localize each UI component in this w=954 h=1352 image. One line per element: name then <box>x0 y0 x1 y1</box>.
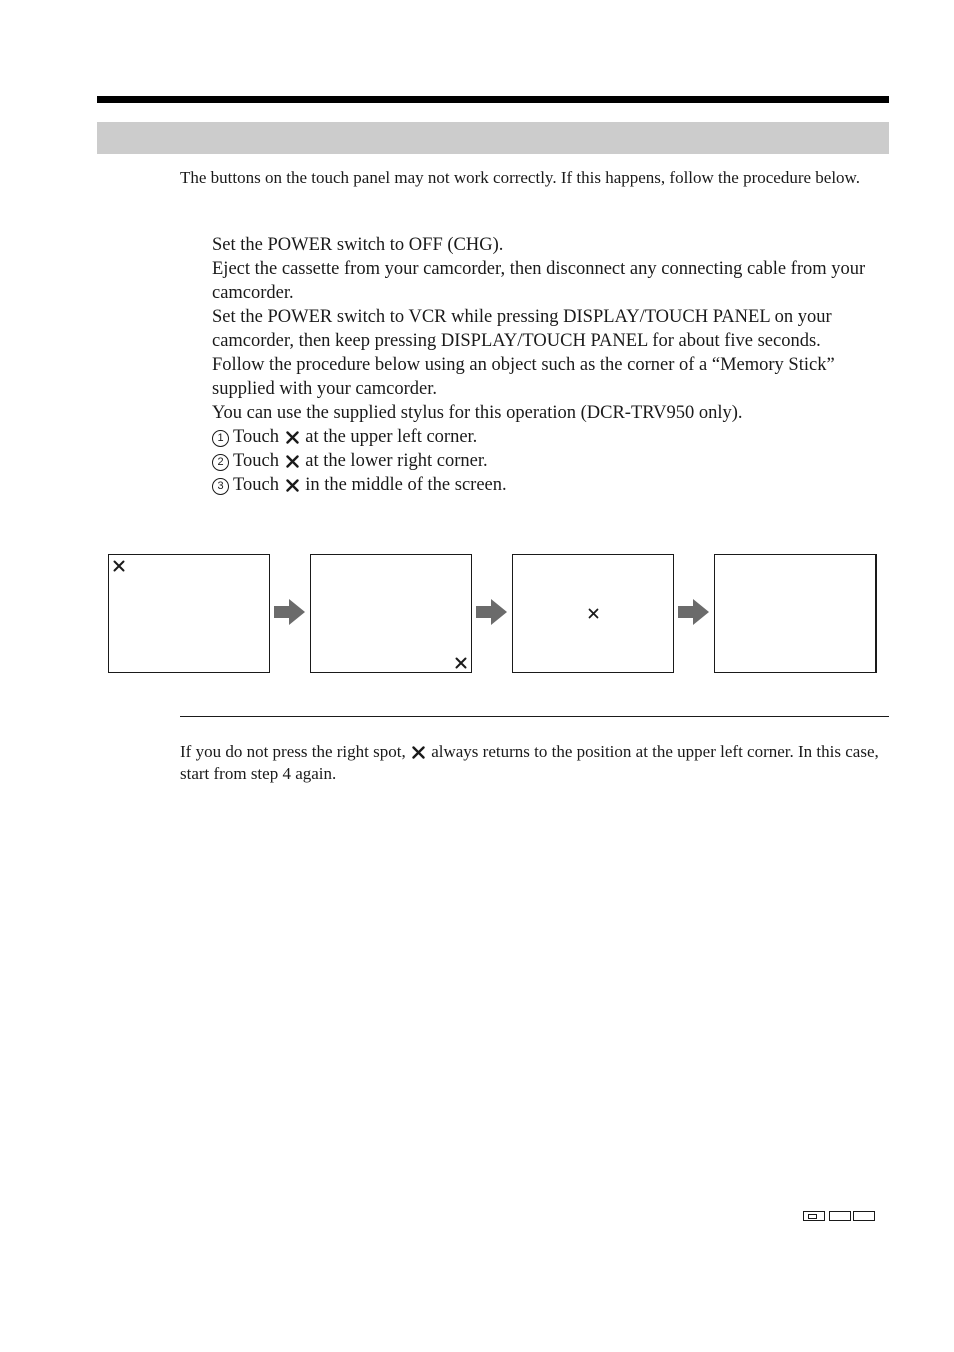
x-mark-icon <box>455 657 467 669</box>
substep-3 <box>212 473 888 497</box>
x-mark-icon <box>588 608 599 619</box>
step-1: Set the POWER switch to OFF (CHG). <box>212 235 504 255</box>
step-list <box>212 233 888 497</box>
substep-3-prefix: Touch <box>233 475 279 495</box>
screen-panel-complete <box>714 554 877 673</box>
note-divider <box>180 716 889 717</box>
substep-1 <box>212 425 888 449</box>
step-2: Eject the cassette from your camcorder, then disconnect any connecting cable from your camcorder. <box>212 259 866 303</box>
circled-number-1: 1 <box>212 430 229 447</box>
x-mark-icon <box>286 479 299 492</box>
right-arrow-icon <box>678 598 710 626</box>
x-mark-icon <box>286 455 299 468</box>
substep-2-suffix: at the lower right corner. <box>305 451 488 471</box>
step-4-note: You can use the supplied stylus for this operation (DCR-TRV950 only). <box>212 403 743 423</box>
right-arrow-icon <box>274 598 306 626</box>
note-paragraph <box>180 741 880 785</box>
section-header-bar <box>97 122 889 154</box>
substep-2-prefix: Touch <box>233 451 279 471</box>
top-rule <box>97 96 889 103</box>
screen-panel-middle <box>512 554 674 673</box>
x-mark-icon <box>113 560 125 572</box>
substep-1-suffix: at the upper left corner. <box>305 427 478 447</box>
screen-panel-upper-left <box>108 554 270 673</box>
right-arrow-icon <box>476 598 508 626</box>
screen-button-1 <box>803 1211 825 1221</box>
substep-2 <box>212 449 888 473</box>
x-mark-icon <box>286 431 299 444</box>
x-mark-icon <box>412 746 425 759</box>
substep-1-prefix: Touch <box>233 427 279 447</box>
note-prefix: If you do not press the right spot, <box>180 742 406 761</box>
button-mini-icon <box>808 1214 817 1219</box>
screen-button-2 <box>829 1211 851 1221</box>
step-4: Follow the procedure below using an object such as the corner of a “Memory Stick” supplied with your camcorder. <box>212 355 835 399</box>
circled-number-2: 2 <box>212 454 229 471</box>
screen-button-3 <box>853 1211 875 1221</box>
substep-3-suffix: in the middle of the screen. <box>305 475 507 495</box>
intro-paragraph: The buttons on the touch panel may not work correctly. If this happens, follow the procedure below. <box>180 168 860 187</box>
screen-panel-lower-right <box>310 554 472 673</box>
circled-number-3: 3 <box>212 478 229 495</box>
step-3: Set the POWER switch to VCR while pressing DISPLAY/TOUCH PANEL on your camcorder, then keep pressing DISPLAY/TOUCH PANEL for about five seconds. <box>212 307 832 351</box>
note-suffix: always returns to the position at the upper left corner. In this case, start from step 4 again. <box>180 742 879 783</box>
